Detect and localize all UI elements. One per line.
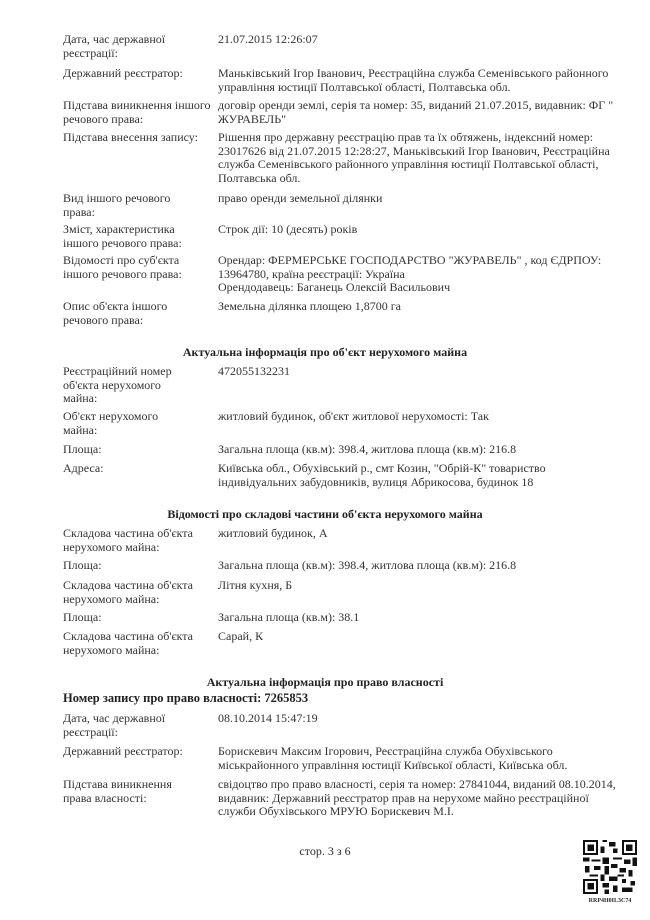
- field-label: Дата, час державної реєстрації:: [63, 711, 166, 739]
- field-value: свідоцтво про право власності, серія та номер: 27841044, виданий 08.10.2014, видавник: Державний реєстратор прав на нерухоме майно реєстраційної служби Обухівського МРУЮ Борискевич М.І.: [218, 777, 616, 818]
- field-label: Дата, час державної реєстрації:: [63, 32, 166, 60]
- field-label: Реєстраційний номер об'єкта нерухомого майна:: [63, 364, 172, 405]
- lessee-text: Орендар: ФЕРМЕРСЬКЕ ГОСПОДАРСТВО "ЖУРАВЕЛЬ" , код ЄДРПОУ: 13964780, країна реєстрації: Україна: [218, 253, 602, 281]
- field-value: право оренди земельної ділянки: [218, 191, 383, 205]
- field-value: Сарай, К: [218, 629, 264, 643]
- field-value: 472055132231: [218, 364, 290, 378]
- field-value: Рішення про державну реєстрацію прав та їх обтяжень, індексний номер: 23017626 від 21.07.2015 12:28:27, Маньківський Ігор Іванович, Реєстраційна служба Семенівського районного управління юстиції Полтавської області, Полтавська обл.: [218, 130, 610, 185]
- field-value: Літня кухня, Б: [218, 578, 293, 592]
- field-label: Опис об'єкта іншого речового права:: [63, 299, 168, 327]
- field-label: Площа:: [63, 558, 102, 572]
- field-label: Площа:: [63, 610, 102, 624]
- field-label: Складова частина об'єкта нерухомого майна:: [63, 578, 193, 606]
- lessor-text: Орендодавець: Баганець Олексій Васильович: [218, 280, 451, 294]
- field-label: Відомості про суб'єкта іншого речового права:: [63, 253, 182, 281]
- field-value: Земельна ділянка площею 1,8700 га: [218, 299, 401, 313]
- field-label: Складова частина об'єкта нерухомого майна:: [63, 629, 193, 657]
- field-value: Строк дії: 10 (десять) років: [218, 222, 358, 236]
- section-heading: Відомості про складові частини об'єкта нерухомого майна: [167, 507, 483, 521]
- field-value: договір оренди землі, серія та номер: 35, виданий 21.07.2015, видавник: ФГ " ЖУРАВЕЛЬ": [218, 98, 614, 126]
- field-value: Борискевич Максим Ігорович, Реєстраційна служба Обухівського міськрайонного управління юстиції Київської області, Київська обл.: [218, 744, 568, 772]
- qr-code-icon: [583, 840, 637, 894]
- field-label: Підстава виникнення права власності:: [63, 777, 172, 805]
- field-value: Загальна площа (кв.м): 398.4, житлова площа (кв.м): 216.8: [218, 442, 517, 456]
- section-heading: Актуальна інформація про об'єкт нерухомого майна: [182, 345, 468, 359]
- section-heading: Актуальна інформація про право власності: [206, 675, 444, 689]
- field-value: 08.10.2014 15:47:19: [218, 711, 318, 725]
- field-label: Підстава виникнення іншого речового права:: [63, 98, 211, 126]
- record-number: Номер запису про право власності: 7265853: [63, 691, 309, 705]
- field-value: Загальна площа (кв.м): 38.1: [218, 610, 360, 624]
- field-value: житловий будинок, об'єкт житлової нерухомості: Так: [218, 409, 489, 423]
- field-value: Загальна площа (кв.м): 398.4, житлова площа (кв.м): 216.8: [218, 558, 517, 572]
- field-value: Київська обл., Обухівський р., смт Козин, "Обрій-К" товариство індивідуальних забудовників, вулиця Абрикосова, будинок 18: [218, 461, 546, 489]
- page-number: стор. 3 з 6: [299, 844, 351, 858]
- field-label: Підстава внесення запису:: [63, 130, 198, 144]
- field-label: Адреса:: [63, 461, 104, 475]
- field-label: Державний реєстратор:: [63, 744, 183, 758]
- field-label: Вид іншого речового права:: [63, 191, 171, 219]
- field-label: Державний реєстратор:: [63, 66, 183, 80]
- field-label: Зміст, характеристика іншого речового права:: [63, 222, 182, 250]
- field-value: Маньківський Ігор Іванович, Реєстраційна служба Семенівського районного управління юстиції Полтавської області, Полтавська обл.: [218, 66, 609, 94]
- field-label: Об'єкт нерухомого майна:: [63, 409, 159, 437]
- field-value: житловий будинок, А: [218, 526, 328, 540]
- field-value: [218, 254, 608, 295]
- field-label: Площа:: [63, 442, 102, 456]
- field-label: Складова частина об'єкта нерухомого майна:: [63, 526, 193, 554]
- field-value: 21.07.2015 12:26:07: [218, 32, 318, 46]
- qr-caption: RRP4H0IL3C74: [588, 898, 632, 904]
